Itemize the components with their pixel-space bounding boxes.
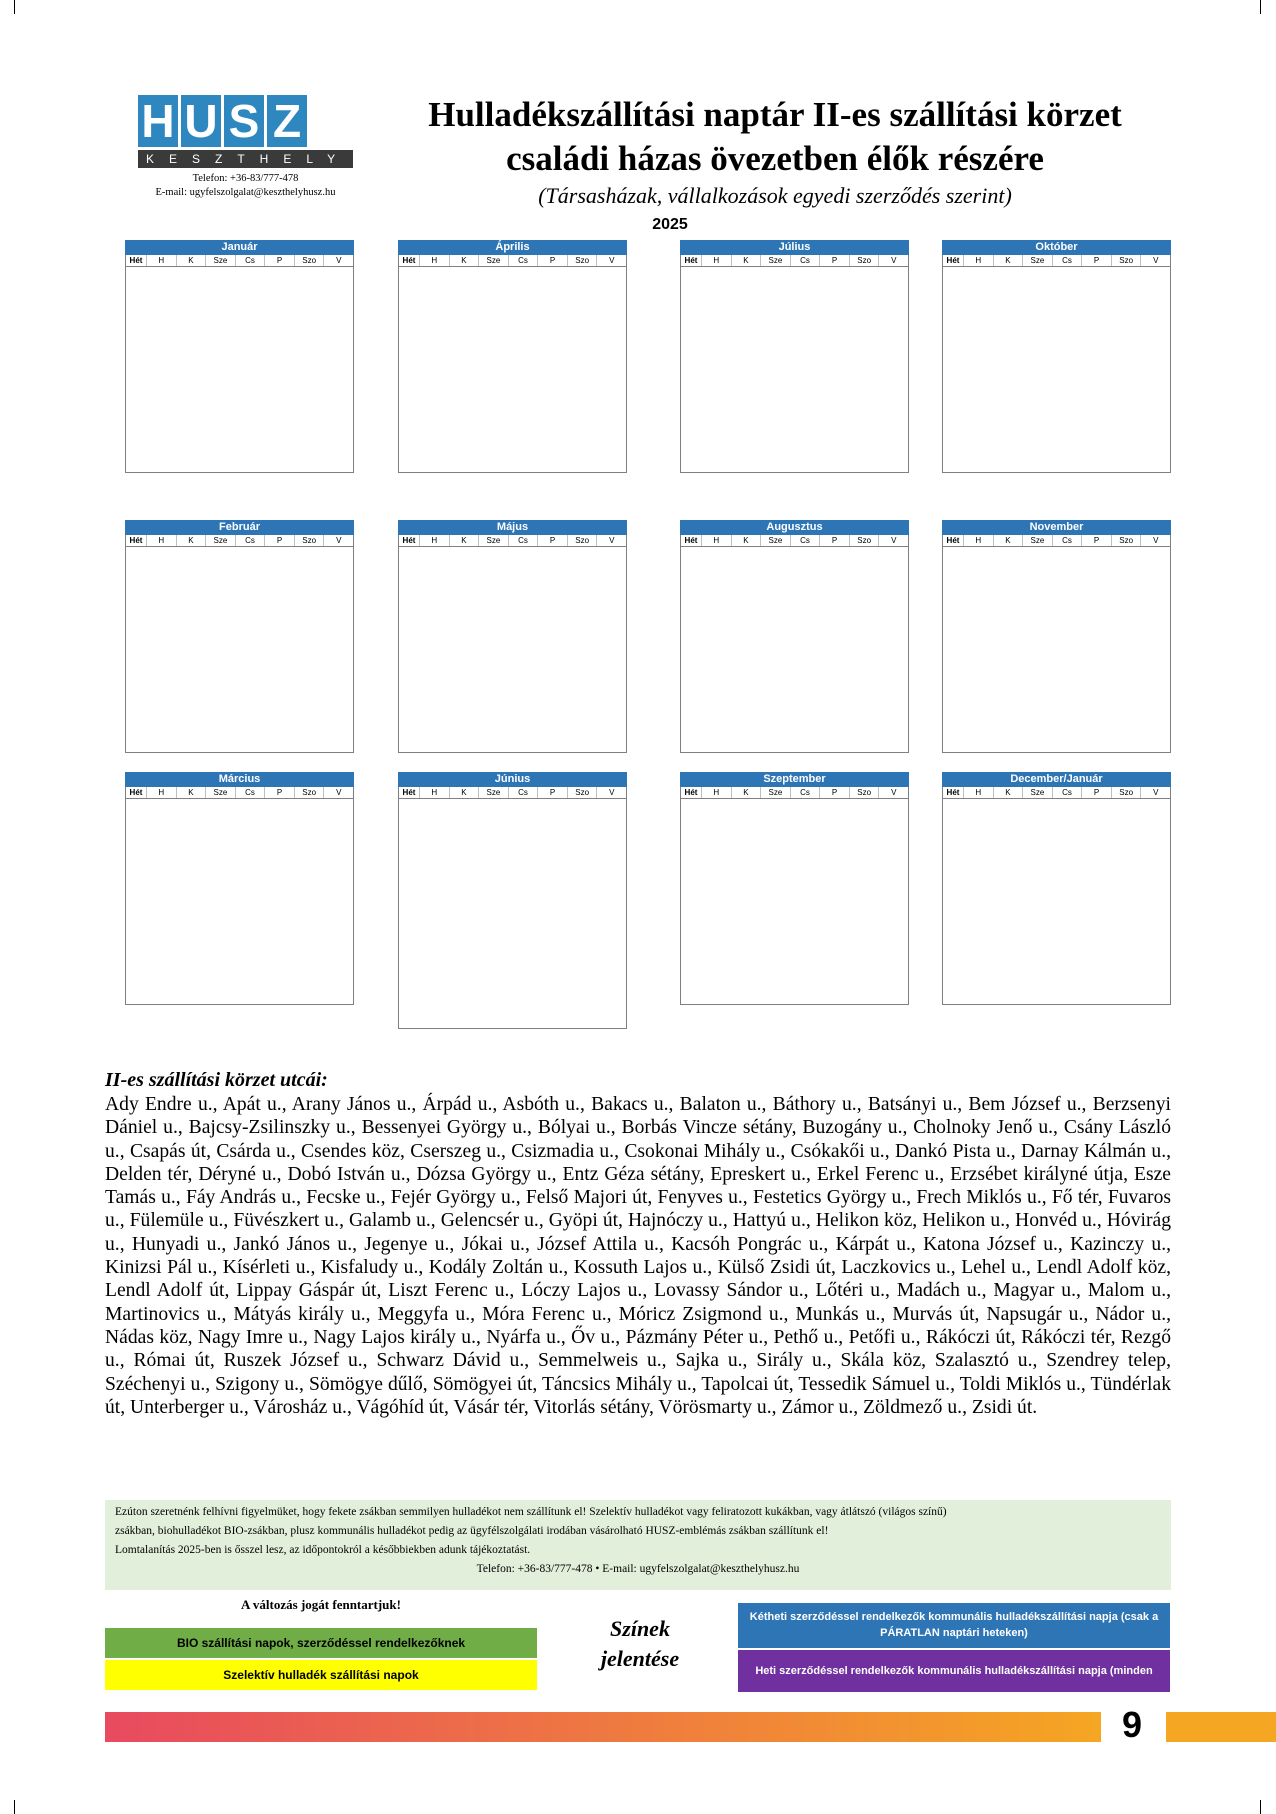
month-calendar: [680, 240, 909, 473]
day-header-row: [942, 787, 1171, 799]
day-header: P: [1081, 535, 1111, 546]
day-header: Cs: [790, 255, 820, 266]
day-header: P: [1081, 787, 1111, 798]
day-header: Hét: [684, 256, 698, 265]
day-header: Cs: [1052, 255, 1082, 266]
page-number: 9: [1121, 1704, 1143, 1745]
day-header: V: [878, 787, 908, 798]
legend-selective: Szelektív hulladék szállítási napok: [105, 1660, 537, 1690]
month-calendar: [125, 240, 354, 473]
day-header: Cs: [235, 255, 265, 266]
day-header: V: [323, 535, 353, 546]
day-header: Szo: [294, 255, 324, 266]
day-header: Sze: [760, 535, 790, 546]
month-name: Április: [398, 240, 627, 255]
day-header: K: [993, 255, 1023, 266]
day-header: H: [146, 255, 176, 266]
day-header: P: [1081, 255, 1111, 266]
logo-letter: S: [224, 95, 264, 147]
day-header: H: [701, 787, 731, 798]
month-name: Február: [125, 520, 354, 535]
day-header: P: [819, 255, 849, 266]
month-grid: [942, 799, 1171, 1005]
day-header: V: [596, 535, 626, 546]
day-header: Hét: [402, 788, 416, 797]
legend-weekly: Heti szerződéssel rendelkezők kommunális hulladékszállítási napja (minden: [738, 1650, 1170, 1692]
day-header: Sze: [1022, 787, 1052, 798]
month-calendar: [125, 520, 354, 753]
day-header: K: [731, 255, 761, 266]
day-header: P: [537, 535, 567, 546]
month-name: Október: [942, 240, 1171, 255]
rights-reserved-note: A változás jogát fenntartjuk!: [241, 1597, 401, 1612]
logo-phone: Telefon: +36-83/777-478: [192, 173, 299, 184]
day-header: Szo: [567, 535, 597, 546]
day-header: Szo: [294, 787, 324, 798]
day-header: Sze: [478, 787, 508, 798]
month-grid: [942, 267, 1171, 473]
footer-gradient-bar: [1166, 1712, 1276, 1742]
month-calendar: [942, 772, 1171, 1005]
husz-logo: [138, 95, 353, 200]
page-title: [380, 93, 1170, 181]
logo-letter: H: [138, 95, 178, 147]
legend-title-line: Színek: [610, 1616, 670, 1641]
logo-email: E-mail: ugyfelszolgalat@keszthelyhusz.hu: [155, 187, 336, 198]
month-name: Július: [680, 240, 909, 255]
day-header-row: [125, 787, 354, 799]
day-header: Szo: [567, 255, 597, 266]
day-header: K: [449, 787, 479, 798]
streets-heading: II-es szállítási körzet utcái:: [105, 1069, 328, 1091]
logo-subtitle: KESZTHELY: [138, 150, 353, 168]
day-header: K: [176, 535, 206, 546]
month-grid: [680, 267, 909, 473]
day-header: Sze: [205, 787, 235, 798]
notice-box: [105, 1500, 1171, 1590]
notice-line: Lomtalanítás 2025-ben is ősszel lesz, az időpontokról a későbbiekben adunk tájékoztatást.: [115, 1544, 531, 1556]
day-header-row: [398, 535, 627, 547]
day-header: Cs: [508, 787, 538, 798]
month-grid: [125, 547, 354, 753]
day-header: H: [419, 255, 449, 266]
footer-gradient-bar: [105, 1712, 1101, 1742]
day-header: Cs: [1052, 787, 1082, 798]
day-header: P: [264, 787, 294, 798]
day-header: H: [963, 255, 993, 266]
month-calendar: [942, 240, 1171, 473]
day-header-row: [398, 255, 627, 267]
day-header: P: [819, 535, 849, 546]
day-header: Szo: [294, 535, 324, 546]
day-header: P: [264, 255, 294, 266]
month-calendar: [125, 772, 354, 1005]
day-header: V: [1140, 535, 1170, 546]
month-calendar: [398, 772, 627, 1029]
day-header: Sze: [478, 255, 508, 266]
month-name: Szeptember: [680, 772, 909, 787]
day-header: H: [701, 255, 731, 266]
legend-title: [565, 1614, 715, 1674]
day-header: Sze: [205, 255, 235, 266]
month-grid: [680, 799, 909, 1005]
day-header: V: [878, 535, 908, 546]
day-header-row: [942, 255, 1171, 267]
day-header: Szo: [849, 787, 879, 798]
month-grid: [398, 799, 627, 1029]
day-header: Sze: [478, 535, 508, 546]
day-header: Hét: [684, 788, 698, 797]
month-name: November: [942, 520, 1171, 535]
month-name: Május: [398, 520, 627, 535]
month-calendar: [680, 772, 909, 1005]
day-header-row: [125, 255, 354, 267]
day-header: Hét: [402, 256, 416, 265]
streets-list: Ady Endre u., Apát u., Arany János u., Árpád u., Asbóth u., Bakacs u., Balaton u., Báthory u., Batsányi u., Bem József u., Berzsenyi Dániel u., Bajcsy-Zsilinszky u., Bessenyei György u., Bólyai u., Borbás Vincze sétány, Buzogány u., Cholnoky Jenő u., Csány László u., Csapás út, Csárda u., Csendes köz, Cserszeg u., Csizmadia u., Csokonai Mihály u., Csókakői u., Dankó Pista u., Darnay Kálmán u., Delden tér, Déryné u., Dobó István u., Dózsa György u., Entz Géza sétány, Epreskert u., Erkel Ferenc u., Erzsébet királyné útja, Esze Tamás u., Fáy András u., Fecske u., Fejér György u., Felső Majori út, Fenyves u., Festetics György u., Frech Miklós u., Fő tér, Fuvaros u., Fülemüle u., Füvészkert u., Galamb u., Gelencsér u., Gyöpi út, Hajnóczy u., Hattyú u., Helikon köz, Helikon u., Honvéd u., Hóvirág u., Hunyadi u., Jankó János u., Jegenye u., Jókai u., József Attila u., Kacsóh Pongrác u., Kárpát u., Katona József u., Kazinczy u., Kinizsi Pál u., Kísérleti u., Kisfaludy u., Kodály Zoltán u., Kossuth Lajos u., Külső Zsidi út, Laczkovics u., Lehel u., Lendl Adolf köz, Lendl Adolf út, Lippay Gáspár út, Liszt Ferenc u., Lóczy Lajos u., Lovassy Sándor u., Lőtéri u., Madách u., Magyar u., Malom u., Martinovics u., Mátyás király u., Meggyfa u., Móra Ferenc u., Móricz Zsigmond u., Munkás u., Murvás út, Napsugár u., Nádor u., Nádas köz, Nagy Imre u., Nagy Lajos király u., Nyárfa u., Őv u., Pázmány Péter u., Pethő u., Petőfi u., Rákóczi út, Rákóczi tér, Rezgő u., Római út, Ruszek József u., Schwarz Dávid u., Semmelweis u., Sajka u., Sirály u., Skála köz, Szalasztó u., Szendrey telep, Széchenyi u., Szigony u., Sömögye dűlő, Sömögyei út, Táncsics Mihály u., Tapolcai út, Tessedik Sámuel u., Toldi Miklós u., Tündérlak út, Unterberger u., Városház u., Vágóhíd út, Vásár tér, Vitorlás sétány, Vörösmarty u., Zámor u., Zöldmező u., Zsidi út.: [105, 1094, 1171, 1418]
day-header: Cs: [508, 255, 538, 266]
day-header: Cs: [790, 535, 820, 546]
month-grid: [398, 267, 627, 473]
day-header: Szo: [1111, 787, 1141, 798]
day-header: Szo: [849, 255, 879, 266]
day-header: H: [146, 787, 176, 798]
crop-mark-bottom-right: [1260, 1800, 1261, 1814]
day-header: Hét: [129, 536, 143, 545]
day-header: H: [146, 535, 176, 546]
month-calendar: [398, 520, 627, 753]
day-header: Cs: [508, 535, 538, 546]
day-header: Hét: [946, 536, 960, 545]
day-header: Hét: [129, 256, 143, 265]
day-header: Hét: [129, 788, 143, 797]
day-header: K: [449, 535, 479, 546]
legend-title-line: jelentése: [600, 1646, 680, 1671]
day-header: Hét: [946, 788, 960, 797]
day-header: Sze: [1022, 535, 1052, 546]
day-header: P: [264, 535, 294, 546]
title-line: Hulladékszállítási naptár II-es szállítási körzet: [428, 95, 1122, 134]
day-header: Cs: [235, 535, 265, 546]
day-header: Sze: [760, 787, 790, 798]
day-header: H: [701, 535, 731, 546]
day-header: Hét: [946, 256, 960, 265]
day-header: Szo: [567, 787, 597, 798]
day-header: Cs: [235, 787, 265, 798]
month-grid: [125, 267, 354, 473]
day-header: P: [537, 255, 567, 266]
month-name: Június: [398, 772, 627, 787]
year-label: 2025: [652, 216, 688, 233]
day-header: K: [993, 535, 1023, 546]
day-header: Szo: [1111, 255, 1141, 266]
day-header: Hét: [402, 536, 416, 545]
logo-letter: U: [181, 95, 221, 147]
crop-mark-bottom-left: [14, 1800, 15, 1814]
day-header-row: [942, 535, 1171, 547]
month-grid: [125, 799, 354, 1005]
notice-line: zsákban, biohulladékot BIO-zsákban, plusz kommunális hulladékot pedig az ügyfélszolgálati irodában vásárolható HUSZ-emblémás zsákban szállítunk el!: [115, 1525, 829, 1537]
day-header: Sze: [205, 535, 235, 546]
day-header: Cs: [1052, 535, 1082, 546]
day-header: K: [449, 255, 479, 266]
day-header: H: [419, 787, 449, 798]
crop-mark-top-right: [1260, 0, 1261, 14]
notice-contact: Telefon: +36-83/777-478 • E-mail: ugyfelszolgalat@keszthelyhusz.hu: [476, 1563, 800, 1575]
day-header-row: [680, 535, 909, 547]
day-header: K: [731, 787, 761, 798]
day-header: Hét: [684, 536, 698, 545]
day-header: Cs: [790, 787, 820, 798]
month-name: Március: [125, 772, 354, 787]
day-header-row: [680, 255, 909, 267]
page-subtitle: (Társasházak, vállalkozások egyedi szerződés szerint): [538, 183, 1012, 208]
day-header: H: [963, 787, 993, 798]
day-header: V: [323, 255, 353, 266]
day-header-row: [125, 535, 354, 547]
month-grid: [680, 547, 909, 753]
day-header: P: [819, 787, 849, 798]
day-header: V: [323, 787, 353, 798]
day-header: H: [963, 535, 993, 546]
month-grid: [942, 547, 1171, 753]
month-calendar: [680, 520, 909, 753]
legend-biweekly: Kétheti szerződéssel rendelkezők kommunális hulladékszállítási napja (csak a PÁRATLAN naptári heteken): [738, 1603, 1170, 1648]
day-header: V: [1140, 255, 1170, 266]
day-header: P: [537, 787, 567, 798]
month-name: Január: [125, 240, 354, 255]
day-header: K: [731, 535, 761, 546]
month-name: Augusztus: [680, 520, 909, 535]
day-header: H: [419, 535, 449, 546]
day-header: K: [176, 255, 206, 266]
month-name: December/Január: [942, 772, 1171, 787]
day-header: Sze: [1022, 255, 1052, 266]
crop-mark-top-left: [14, 0, 15, 14]
day-header: Sze: [760, 255, 790, 266]
logo-letter: Z: [267, 95, 307, 147]
day-header: Szo: [1111, 535, 1141, 546]
day-header: V: [596, 255, 626, 266]
day-header: V: [878, 255, 908, 266]
day-header-row: [680, 787, 909, 799]
day-header: K: [176, 787, 206, 798]
day-header: V: [1140, 787, 1170, 798]
day-header: V: [596, 787, 626, 798]
day-header-row: [398, 787, 627, 799]
legend-bio: BIO szállítási napok, szerződéssel rendelkezőknek: [105, 1628, 537, 1658]
month-calendar: [398, 240, 627, 473]
day-header: K: [993, 787, 1023, 798]
month-calendar: [942, 520, 1171, 753]
title-line: családi házas övezetben élők részére: [506, 139, 1044, 178]
month-grid: [398, 547, 627, 753]
day-header: Szo: [849, 535, 879, 546]
notice-line: Ezúton szeretnénk felhívni figyelmüket, hogy fekete zsákban semmilyen hulladékot nem szállítunk el! Szelektív hulladékot vagy feliratozott kukákban, vagy átlátszó (világos színű): [115, 1506, 947, 1518]
